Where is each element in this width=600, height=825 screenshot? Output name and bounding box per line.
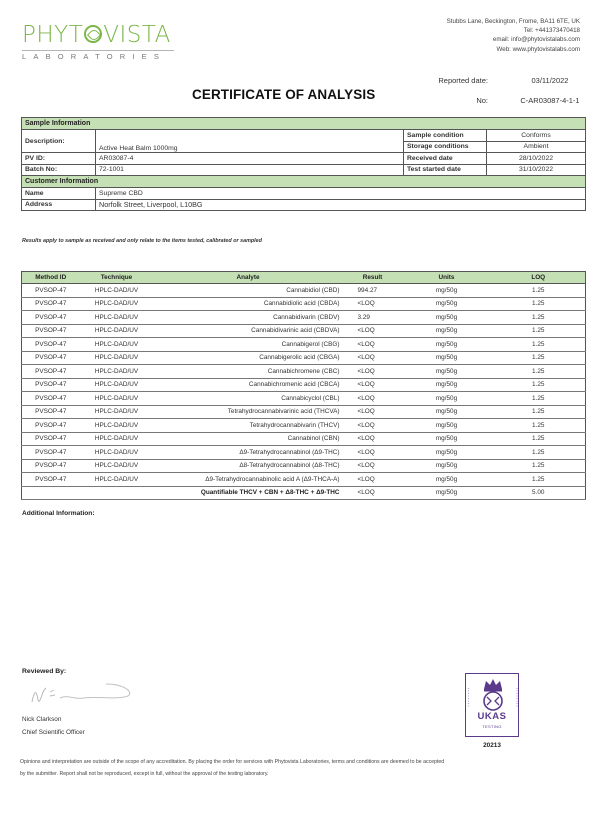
pv-id-label: PV ID: [22, 153, 96, 165]
cell-result: <LOQ [344, 392, 402, 406]
cell-result: <LOQ [344, 338, 402, 352]
customer-name-label: Name [22, 188, 96, 200]
results-disclaimer: Results apply to sample as received and only relate to the items tested, calibrated or sampled [22, 238, 262, 244]
cell-result: <LOQ [344, 473, 402, 487]
customer-address-row [22, 199, 586, 211]
col-header-loq: LOQ [492, 272, 586, 284]
cell-method [22, 486, 80, 500]
cell-technique: HPLC-DAD/UV [80, 365, 154, 379]
footer-line-1: Opinions and interpretation are outside of the scope of any accreditation. By placing the order for services with Phytovista Laboratories, terms and conditions are deemed to be accepted [20, 759, 445, 765]
cell-loq: 1.25 [492, 324, 586, 338]
cell-units: mg/50g [402, 419, 492, 433]
col-header-result: Result [344, 272, 402, 284]
storage-label: Storage conditions [404, 141, 487, 153]
cell-analyte: Cannabicyclol (CBL) [154, 392, 344, 406]
cell-method: PVSOP-47 [22, 365, 80, 379]
cell-units: mg/50g [402, 351, 492, 365]
cell-analyte: Δ9-Tetrahydrocannabinol (Δ9-THC) [154, 446, 344, 460]
logo-text-right: VISTA [103, 22, 171, 48]
cell-method: PVSOP-47 [22, 419, 80, 433]
cell-units: mg/50g [402, 338, 492, 352]
logo-subtitle: LABORATORIES [22, 52, 167, 61]
footer-notice [20, 757, 585, 780]
ukas-logo-subtext: TESTING [482, 724, 502, 729]
cell-analyte: Cannabidiol (CBD) [154, 284, 344, 298]
cell-method: PVSOP-47 [22, 392, 80, 406]
cell-units: mg/50g [402, 473, 492, 487]
sample-condition-value: Conforms [487, 130, 586, 142]
table-row [22, 459, 586, 473]
cell-analyte: Cannabichromene (CBC) [154, 365, 344, 379]
address-line: Stubbs Lane, Beckington, Frome, BA11 6TE, UK [446, 18, 580, 25]
info-row-description [22, 130, 586, 142]
customer-name-value: Supreme CBD [96, 188, 586, 200]
reported-date-row [420, 70, 600, 90]
table-row [22, 351, 586, 365]
cell-result: <LOQ [344, 419, 402, 433]
cell-method: PVSOP-47 [22, 473, 80, 487]
report-meta [420, 70, 600, 110]
table-row [22, 338, 586, 352]
received-date-label: Received date [404, 153, 487, 165]
report-number-value: C-AR03087-4-1-1 [520, 95, 580, 105]
cell-technique: HPLC-DAD/UV [80, 473, 154, 487]
cell-loq: 1.25 [492, 473, 586, 487]
reported-date-label: Reported date: [438, 75, 488, 85]
cell-technique: HPLC-DAD/UV [80, 351, 154, 365]
sample-condition-label: Sample condition [404, 130, 487, 142]
table-row [22, 324, 586, 338]
email-line: email: info@phytovistalabs.com [492, 36, 580, 44]
cell-method: PVSOP-47 [22, 351, 80, 365]
table-row [22, 284, 586, 298]
logo-wordmark [22, 22, 182, 48]
cell-technique: HPLC-DAD/UV [80, 378, 154, 392]
storage-value: Ambient [487, 141, 586, 153]
cell-method: PVSOP-47 [22, 284, 80, 298]
col-header-units: Units [402, 272, 492, 284]
report-number-label: No: [476, 95, 488, 105]
cell-analyte: Cannabigerol (CBG) [154, 338, 344, 352]
cell-loq: 1.25 [492, 459, 586, 473]
cell-loq: 5.00 [492, 486, 586, 500]
cell-loq: 1.25 [492, 297, 586, 311]
cell-units: mg/50g [402, 432, 492, 446]
footer-line-2: by the submitter. Report shall not be reproduced, except in full, without the approval of the testing laboratory. [20, 770, 269, 777]
cell-result: <LOQ [344, 486, 402, 500]
cell-method: PVSOP-47 [22, 324, 80, 338]
cell-loq: 1.25 [492, 392, 586, 406]
table-row [22, 446, 586, 460]
ukas-logo-text: UKAS [477, 711, 507, 722]
cell-result: 3.29 [344, 311, 402, 325]
cell-result: <LOQ [344, 405, 402, 419]
cell-analyte: Cannabichromenic acid (CBCA) [154, 378, 344, 392]
cell-result: 994.27 [344, 284, 402, 298]
table-row [22, 419, 586, 433]
cell-method: PVSOP-47 [22, 338, 80, 352]
signature [28, 680, 138, 710]
cell-analyte: Cannabidivarin (CBDV) [154, 311, 344, 325]
cell-loq: 1.25 [492, 365, 586, 379]
cell-method: PVSOP-47 [22, 297, 80, 311]
reported-date-value: 03/11/2022 [531, 75, 569, 85]
reviewer-name: Nick Clarkson [22, 716, 62, 723]
cell-analyte: Tetrahydrocannabivarinic acid (THCVA) [154, 405, 344, 419]
cell-analyte: Tetrahydrocannabivarin (THCV) [154, 419, 344, 433]
cell-units: mg/50g [402, 324, 492, 338]
table-row [22, 405, 586, 419]
cell-analyte: Cannabidiolic acid (CBDA) [154, 297, 344, 311]
cell-result: <LOQ [344, 446, 402, 460]
web-line: Web: www.phytovistalabs.com [496, 45, 580, 53]
cell-loq: 1.25 [492, 405, 586, 419]
sample-info-table [21, 117, 586, 211]
cell-technique: HPLC-DAD/UV [80, 405, 154, 419]
customer-address-label: Address [22, 199, 96, 211]
col-header-technique: Technique [80, 272, 154, 284]
cell-technique: HPLC-DAD/UV [80, 432, 154, 446]
cell-technique: HPLC-DAD/UV [80, 297, 154, 311]
cell-loq: 1.25 [492, 432, 586, 446]
cell-loq: 1.25 [492, 284, 586, 298]
cell-result: <LOQ [344, 324, 402, 338]
cell-units: mg/50g [402, 486, 492, 500]
table-row [22, 297, 586, 311]
test-started-label: Test started date [404, 164, 487, 176]
cell-result: <LOQ [344, 297, 402, 311]
cell-loq: 1.25 [492, 311, 586, 325]
test-started-value: 31/10/2022 [487, 164, 586, 176]
cell-loq: 1.25 [492, 378, 586, 392]
table-row [22, 365, 586, 379]
cell-analyte: Cannabinol (CBN) [154, 432, 344, 446]
cell-units: mg/50g [402, 392, 492, 406]
report-number-row [420, 90, 600, 110]
cell-technique: HPLC-DAD/UV [80, 419, 154, 433]
cell-result: <LOQ [344, 432, 402, 446]
cell-analyte: Δ8-Tetrahydrocannabinol (Δ8-THC) [154, 459, 344, 473]
additional-info-label: Additional Information: [22, 510, 95, 517]
accreditation-number: 20213 [483, 742, 501, 749]
cell-loq: 1.25 [492, 351, 586, 365]
results-body [22, 284, 586, 500]
leaf-icon [84, 25, 102, 43]
cell-units: mg/50g [402, 284, 492, 298]
cell-result: <LOQ [344, 365, 402, 379]
table-row [22, 311, 586, 325]
table-row [22, 432, 586, 446]
table-row-total [22, 486, 586, 500]
cell-units: mg/50g [402, 459, 492, 473]
cell-units: mg/50g [402, 365, 492, 379]
col-header-analyte: Analyte [154, 272, 344, 284]
sample-info-title: Sample Information [22, 118, 586, 130]
col-header-method: Method ID [22, 272, 80, 284]
cell-technique: HPLC-DAD/UV [80, 311, 154, 325]
cell-units: mg/50g [402, 446, 492, 460]
table-row [22, 378, 586, 392]
cell-method: PVSOP-47 [22, 405, 80, 419]
batch-label: Batch No: [22, 164, 96, 176]
received-date-value: 28/10/2022 [487, 153, 586, 165]
description-value: Active Heat Balm 1000mg [96, 130, 404, 153]
cell-result: <LOQ [344, 459, 402, 473]
cell-technique: HPLC-DAD/UV [80, 284, 154, 298]
cell-technique [80, 486, 154, 500]
cell-technique: HPLC-DAD/UV [80, 446, 154, 460]
reviewer-title: Chief Scientific Officer [22, 729, 85, 736]
cell-analyte: Δ9-Tetrahydrocannabinolic acid A (Δ9-THCA-A) [154, 473, 344, 487]
cell-loq: 1.25 [492, 446, 586, 460]
page-title: CERTIFICATE OF ANALYSIS [192, 87, 376, 102]
cell-method: PVSOP-47 [22, 378, 80, 392]
cell-technique: HPLC-DAD/UV [80, 392, 154, 406]
customer-name-row [22, 188, 586, 200]
sample-info-header [22, 118, 586, 130]
customer-info-title: Customer Information [22, 176, 586, 188]
info-row-pvid [22, 153, 586, 165]
cell-method: PVSOP-47 [22, 432, 80, 446]
cell-units: mg/50g [402, 311, 492, 325]
results-table [21, 271, 586, 500]
customer-info-header [22, 176, 586, 188]
description-label: Description: [22, 130, 96, 153]
results-header-row [22, 272, 586, 284]
phone-line: Tel: +441373470418 [523, 27, 580, 35]
cell-technique: HPLC-DAD/UV [80, 338, 154, 352]
info-row-batch [22, 164, 586, 176]
reviewed-by-label: Reviewed By: [22, 668, 67, 675]
cell-analyte: Quantifiable THCV + CBN + Δ8-THC + Δ9-THC [154, 486, 344, 500]
cell-units: mg/50g [402, 378, 492, 392]
cell-loq: 1.25 [492, 338, 586, 352]
cell-result: <LOQ [344, 351, 402, 365]
company-address [447, 17, 580, 54]
cell-method: PVSOP-47 [22, 311, 80, 325]
cell-technique: HPLC-DAD/UV [80, 324, 154, 338]
logo-text-left: PHYT [22, 22, 84, 48]
cell-loq: 1.25 [492, 419, 586, 433]
table-row [22, 392, 586, 406]
cell-units: mg/50g [402, 405, 492, 419]
ukas-accreditation-mark [465, 673, 519, 737]
cell-method: PVSOP-47 [22, 459, 80, 473]
batch-value: 72-1001 [96, 164, 404, 176]
pv-id-value: AR03087-4 [96, 153, 404, 165]
cell-technique: HPLC-DAD/UV [80, 459, 154, 473]
logo-divider [22, 50, 174, 51]
table-row [22, 473, 586, 487]
cell-result: <LOQ [344, 378, 402, 392]
company-logo [22, 22, 182, 61]
cell-analyte: Cannabigerolic acid (CBGA) [154, 351, 344, 365]
customer-address-value: Norfolk Street, Liverpool, L10BG [96, 199, 586, 211]
cell-units: mg/50g [402, 297, 492, 311]
cell-analyte: Cannabidivarinic acid (CBDVA) [154, 324, 344, 338]
cell-method: PVSOP-47 [22, 446, 80, 460]
